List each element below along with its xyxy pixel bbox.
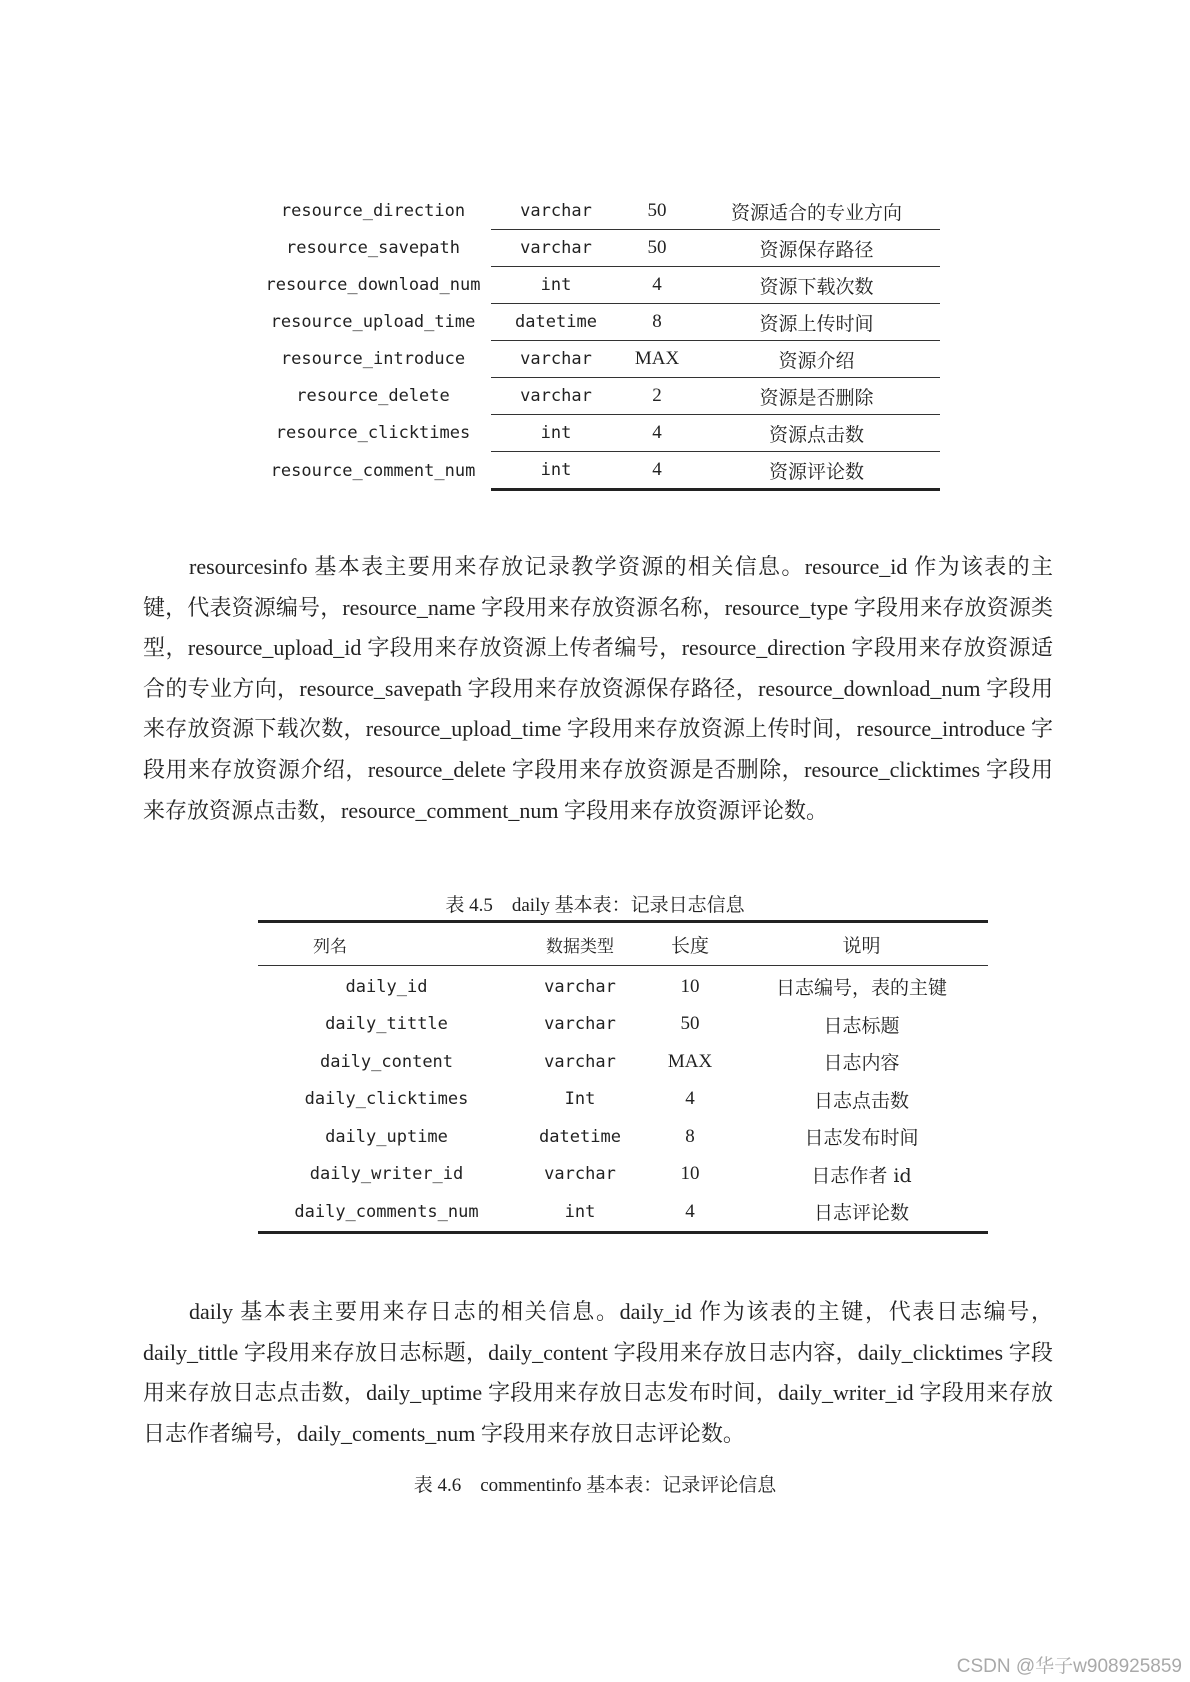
table-row [258, 1043, 988, 1081]
data-type: varchar [544, 1051, 616, 1072]
length: 8 [685, 1125, 695, 1147]
table-row [255, 415, 940, 452]
column-name: resource_savepath [286, 238, 460, 258]
table-row [255, 193, 940, 230]
column-name: daily_tittle [325, 1014, 448, 1035]
description: 日志发布时间 [804, 1127, 919, 1150]
table-row [255, 341, 940, 378]
column-name: daily_content [319, 1051, 454, 1072]
resource-table-continued [255, 193, 940, 491]
data-type: int [491, 267, 621, 304]
table-row [258, 1118, 988, 1156]
table-caption-4-5: 表 4.5 daily 基本表：记录日志信息 [445, 895, 745, 916]
length: MAX [621, 341, 693, 378]
daily-description: daily 基本表主要用来存日志的相关信息。daily_id 作为该表的主键，代表日志编号，daily_tittle 字段用来存放日志标题，daily_content 字段用来存放日志内容，daily_clicktimes 字段用来存放日志点击数，daily_uptime 字段用来存放日志发布时间，daily_writer_id 字段用来存放日志作者编号，daily_coments_num 字段用来存放日志评论数。 [143, 1299, 1053, 1446]
data-type: varchar [491, 193, 621, 230]
length: 50 [621, 230, 693, 267]
length: 4 [621, 267, 693, 304]
data-type: varchar [491, 230, 621, 267]
column-name: resource_direction [280, 201, 466, 222]
data-type: varchar [544, 1164, 616, 1185]
resourcesinfo-description: resourcesinfo 基本表主要用来存放记录教学资源的相关信息。resource_id 作为该表的主键，代表资源编号，resource_name 字段用来存放资源名称，resource_type 字段用来存放资源类型，resource_upload_id 字段用来存放资源上传者编号，resource_direction 字段用来存放资源适合的专业方向，resource_savepath 字段用来存放资源保存路径，resource_download_num 字段用来存放资源下载次数，resource_upload_time 字段用来存放资源上传时间，resource_introduce 字段用来存放资源介绍，resource_delete 字段用来存放资源是否删除，resource_clicktimes 字段用来存放资源点击数，resource_comment_num 字段用来存放资源评论数。 [143, 554, 1053, 823]
length: MAX [667, 1050, 713, 1072]
column-name: resource_upload_time [270, 312, 476, 332]
table-row [258, 966, 988, 1006]
description: 日志编号，表的主键 [775, 977, 947, 1000]
header-column-name: 列名 [258, 922, 515, 966]
data-type: int [491, 452, 621, 490]
table-row [255, 452, 940, 490]
table-caption-4-6: 表 4.6 commentinfo 基本表：记录评论信息 [413, 1475, 777, 1496]
description: 资源上传时间 [693, 304, 940, 341]
data-type: varchar [544, 1014, 616, 1035]
length: 10 [680, 1163, 700, 1185]
data-type: varchar [491, 378, 621, 415]
column-name: daily_comments_num [258, 1193, 515, 1232]
description: 日志作者 id [811, 1164, 912, 1187]
csdn-watermark: CSDN @华子w908925859 [956, 1656, 1182, 1677]
description: 资源介绍 [693, 341, 940, 378]
column-name: resource_clicktimes [275, 423, 471, 443]
column-name: daily_id [345, 976, 428, 997]
description: 资源适合的专业方向 [693, 193, 940, 230]
description: 资源保存路径 [693, 230, 940, 267]
data-type: varchar [544, 976, 616, 997]
data-type: datetime [491, 304, 621, 341]
description: 资源点击数 [693, 415, 940, 452]
column-name: resource_introduce [280, 349, 466, 369]
column-name: daily_clicktimes [304, 1089, 469, 1110]
length: 8 [621, 304, 693, 341]
column-name: resource_comment_num [270, 460, 476, 481]
length: 4 [645, 1193, 735, 1232]
table-row [258, 1156, 988, 1194]
data-type: Int [564, 1089, 596, 1110]
daily-table [258, 920, 988, 1234]
table-row [258, 1193, 988, 1232]
column-name: daily_uptime [325, 1126, 448, 1147]
length: 4 [621, 415, 693, 452]
data-type: int [515, 1193, 645, 1232]
column-name: resource_delete [296, 386, 450, 406]
table-row [258, 1081, 988, 1119]
data-type: varchar [491, 341, 621, 378]
table-row [258, 1006, 988, 1044]
data-type: datetime [539, 1126, 621, 1147]
table-row [255, 230, 940, 267]
description: 日志评论数 [735, 1193, 988, 1232]
header-length: 长度 [645, 922, 735, 966]
table-header-row [258, 922, 988, 966]
column-name: daily_writer_id [309, 1164, 464, 1185]
description: 资源是否删除 [693, 378, 940, 415]
header-data-type: 数据类型 [515, 922, 645, 966]
description: 日志内容 [823, 1052, 900, 1075]
description: 日志标题 [823, 1014, 900, 1037]
data-type: int [491, 415, 621, 452]
column-name: resource_download_num [265, 275, 481, 295]
table-row [255, 304, 940, 341]
length: 4 [685, 1088, 695, 1110]
length: 10 [680, 975, 700, 997]
length: 50 [680, 1013, 700, 1035]
length: 50 [621, 193, 693, 230]
length: 2 [621, 378, 693, 415]
length: 4 [621, 452, 693, 490]
header-description: 说明 [735, 922, 988, 966]
description: 资源下载次数 [693, 267, 940, 304]
description: 日志点击数 [813, 1089, 909, 1112]
table-row [255, 267, 940, 304]
description: 资源评论数 [693, 452, 940, 490]
table-row [255, 378, 940, 415]
